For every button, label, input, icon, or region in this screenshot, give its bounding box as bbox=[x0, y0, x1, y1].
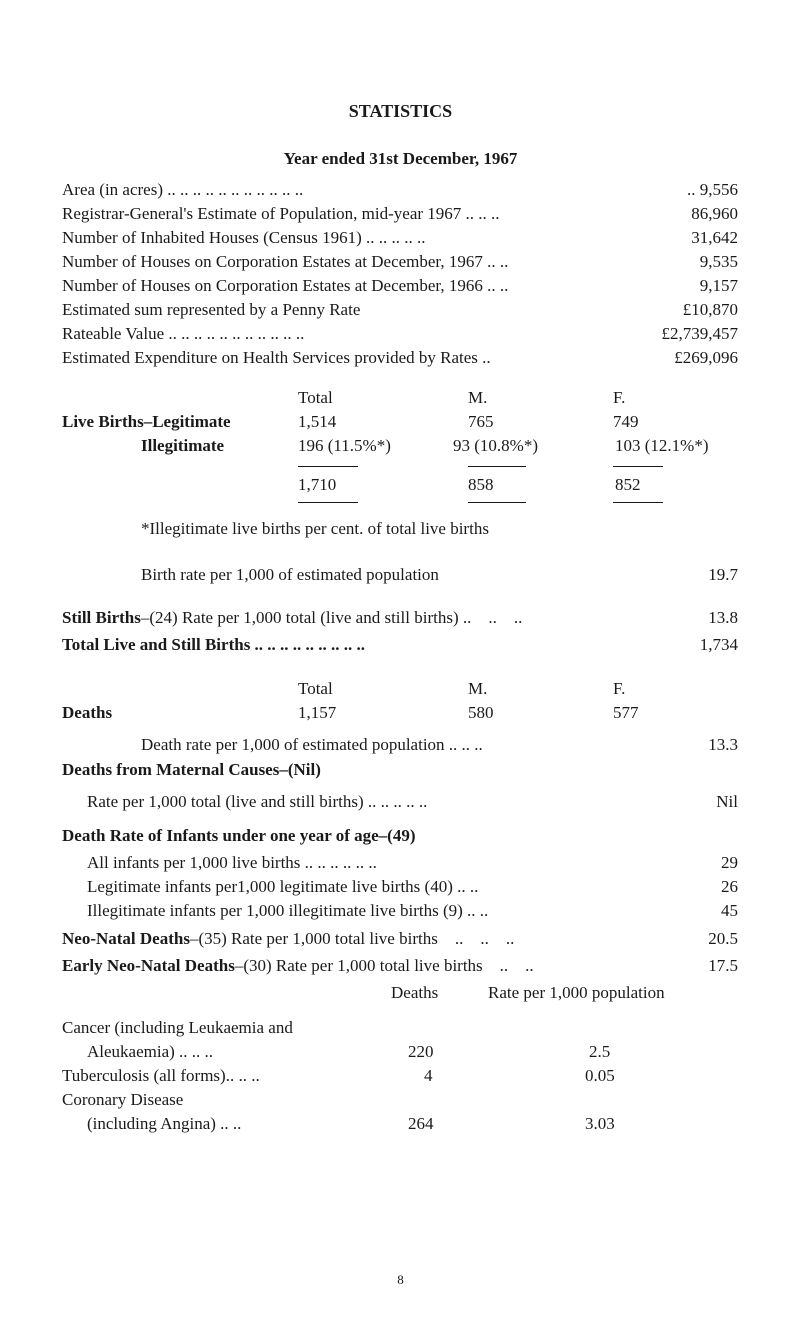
general-label: Rateable Value .. .. .. .. .. .. .. .. .. .. .. bbox=[62, 324, 305, 343]
general-value: 9,157 bbox=[699, 276, 738, 295]
illegitimate-m: 93 (10.8%*) bbox=[453, 436, 538, 455]
cause-deaths: 220 bbox=[408, 1042, 434, 1061]
page-subtitle: Year ended 31st December, 1967 bbox=[283, 149, 518, 168]
deaths-col-total-header: Total bbox=[298, 679, 333, 698]
neo-natal-label: Neo-Natal Deaths–(35) Rate per 1,000 total live births .. .. .. bbox=[62, 929, 515, 948]
general-label: Registrar-General's Estimate of Population, mid-year 1967 .. .. .. bbox=[62, 204, 500, 223]
general-label: Area (in acres) .. .. .. .. .. .. .. .. .. .. .. bbox=[62, 180, 304, 199]
births-grand-total: 1,710 bbox=[298, 475, 337, 494]
legitimate-f: 749 bbox=[613, 412, 639, 431]
cause-label-cont: Aleukaemia) .. .. .. bbox=[87, 1042, 214, 1061]
infant-row-label: All infants per 1,000 live births .. .. .. .. .. .. bbox=[87, 853, 377, 872]
col-total-header: Total bbox=[298, 388, 333, 407]
infant-row-value: 29 bbox=[721, 853, 738, 872]
illegitimate-footnote: *Illegitimate live births per cent. of total live births bbox=[141, 519, 489, 538]
page-number: 8 bbox=[397, 1272, 404, 1287]
infant-row-value: 45 bbox=[721, 901, 738, 920]
infant-row-label: Legitimate infants per1,000 legitimate live births (40) .. .. bbox=[87, 877, 479, 896]
still-births-label: Still Births–(24) Rate per 1,000 total (live and still births) .. .. .. bbox=[62, 608, 523, 627]
cause-label-cont: (including Angina) .. .. bbox=[87, 1114, 242, 1133]
live-births-legitimate-label: Live Births–Legitimate bbox=[62, 412, 231, 431]
general-value: £10,870 bbox=[682, 300, 738, 319]
births-total-f: 852 bbox=[615, 475, 641, 494]
causes-col-rate-header: Rate per 1,000 population bbox=[488, 983, 665, 1002]
general-label: Estimated sum represented by a Penny Rate bbox=[62, 300, 361, 319]
cause-deaths: 4 bbox=[424, 1066, 433, 1085]
rule-bottom-m bbox=[468, 502, 526, 503]
deaths-f: 577 bbox=[613, 703, 639, 722]
general-value: .. 9,556 bbox=[687, 180, 738, 199]
col-m-header: M. bbox=[468, 388, 488, 407]
cause-rate: 2.5 bbox=[589, 1042, 611, 1061]
infant-row-value: 26 bbox=[721, 877, 738, 896]
legitimate-total: 1,514 bbox=[298, 412, 337, 431]
maternal-heading: Deaths from Maternal Causes–(Nil) bbox=[62, 760, 321, 779]
birth-rate-value: 19.7 bbox=[708, 565, 738, 584]
deaths-label: Deaths bbox=[62, 703, 113, 722]
death-rate-label: Death rate per 1,000 of estimated population .. .. .. bbox=[141, 735, 483, 754]
rule-top-total bbox=[298, 466, 358, 467]
general-value: £269,096 bbox=[674, 348, 738, 367]
general-label: Number of Inhabited Houses (Census 1961) .. .. .. .. .. bbox=[62, 228, 426, 247]
cause-label: Tuberculosis (all forms).. .. .. bbox=[62, 1066, 260, 1085]
deaths-m: 580 bbox=[468, 703, 494, 722]
cause-label: Coronary Disease bbox=[62, 1090, 184, 1109]
birth-rate-label: Birth rate per 1,000 of estimated population bbox=[141, 565, 439, 584]
general-value: £2,739,457 bbox=[661, 324, 738, 343]
general-label: Number of Houses on Corporation Estates at December, 1967 .. .. bbox=[62, 252, 509, 271]
general-label: Number of Houses on Corporation Estates at December, 1966 .. .. bbox=[62, 276, 509, 295]
cause-label: Cancer (including Leukaemia and bbox=[62, 1018, 293, 1037]
maternal-rate-value: Nil bbox=[716, 792, 738, 811]
total-live-still-value: 1,734 bbox=[699, 635, 738, 654]
legitimate-m: 765 bbox=[468, 412, 494, 431]
general-label: Estimated Expenditure on Health Services provided by Rates .. bbox=[62, 348, 491, 367]
rule-bottom-f bbox=[613, 502, 663, 503]
deaths-total: 1,157 bbox=[298, 703, 337, 722]
maternal-rate-label: Rate per 1,000 total (live and still births) .. .. .. .. .. bbox=[87, 792, 428, 811]
infant-death-heading: Death Rate of Infants under one year of age–(49) bbox=[62, 826, 416, 845]
cause-rate: 0.05 bbox=[585, 1066, 615, 1085]
early-neo-natal-label: Early Neo-Natal Deaths–(30) Rate per 1,000 total live births .. .. bbox=[62, 956, 534, 975]
illegitimate-total: 196 (11.5%*) bbox=[298, 436, 391, 455]
illegitimate-f: 103 (12.1%*) bbox=[615, 436, 709, 455]
early-neo-natal-value: 17.5 bbox=[708, 956, 738, 975]
rule-top-f bbox=[613, 466, 663, 467]
death-rate-value: 13.3 bbox=[708, 735, 738, 754]
general-value: 86,960 bbox=[691, 204, 738, 223]
col-f-header: F. bbox=[613, 388, 626, 407]
illegitimate-label: Illegitimate bbox=[141, 436, 225, 455]
general-value: 31,642 bbox=[691, 228, 738, 247]
infant-row-label: Illegitimate infants per 1,000 illegitimate live births (9) .. .. bbox=[87, 901, 489, 920]
rule-top-m bbox=[468, 466, 526, 467]
cause-rate: 3.03 bbox=[585, 1114, 615, 1133]
cause-deaths: 264 bbox=[408, 1114, 434, 1133]
still-births-value: 13.8 bbox=[708, 608, 738, 627]
page-title: STATISTICS bbox=[348, 101, 453, 121]
deaths-col-m-header: M. bbox=[468, 679, 488, 698]
neo-natal-value: 20.5 bbox=[708, 929, 738, 948]
causes-col-deaths-header: Deaths bbox=[391, 983, 439, 1002]
total-live-still-label: Total Live and Still Births .. .. .. .. .. .. .. .. .. bbox=[62, 635, 366, 654]
rule-bottom-total bbox=[298, 502, 358, 503]
deaths-col-f-header: F. bbox=[613, 679, 626, 698]
general-value: 9,535 bbox=[699, 252, 738, 271]
births-total-m: 858 bbox=[468, 475, 494, 494]
